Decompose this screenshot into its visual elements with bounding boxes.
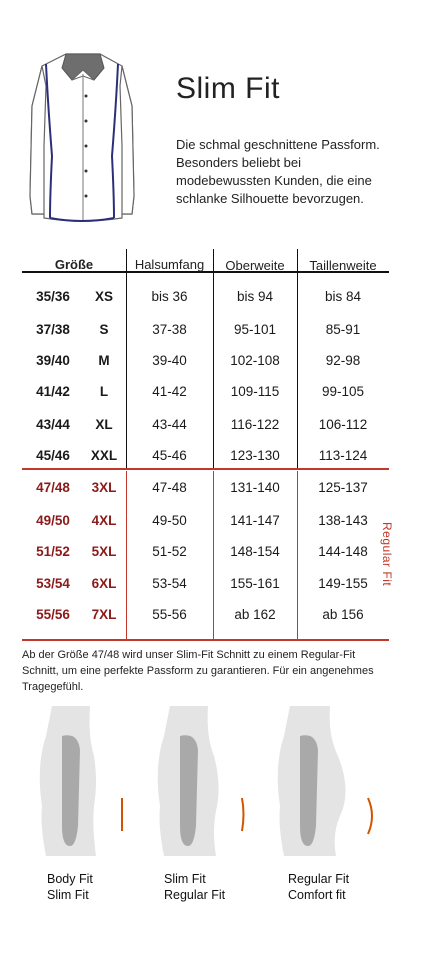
caption-line: Body Fit — [47, 872, 93, 886]
cell-taille: 113-124 — [318, 448, 368, 463]
cell-letter: 7XL — [91, 607, 117, 622]
note — [22, 647, 422, 695]
caption-body-fit — [47, 871, 93, 903]
cell-hals: 37-38 — [152, 322, 187, 337]
description — [176, 136, 416, 208]
cell-ober: 131-140 — [230, 480, 280, 495]
cell-hals: 51-52 — [152, 544, 187, 559]
cell-size: 43/44 — [36, 417, 70, 432]
cell-hals: 49-50 — [152, 513, 187, 528]
regular-fit-label: Regular Fit — [380, 522, 394, 587]
caption-line: Regular Fit — [164, 888, 226, 902]
shirt-illustration — [22, 46, 142, 231]
header-taillenweite: Taillenweite — [309, 258, 377, 273]
caption-line: Slim Fit — [47, 888, 89, 902]
note-line: Tragegefühl. — [22, 681, 84, 693]
cell-ober: 141-147 — [230, 513, 280, 528]
cell-size: 55/56 — [36, 607, 70, 622]
body-fit-figure — [32, 706, 142, 856]
header-groesse: Größe — [54, 257, 94, 272]
caption-line: Slim Fit — [164, 872, 206, 886]
description-line: Die schmal geschnittene Passform. — [176, 137, 380, 152]
cell-hals: 43-44 — [152, 417, 187, 432]
size-table — [22, 249, 389, 643]
cell-taille: 85-91 — [325, 322, 361, 337]
cell-ober: ab 162 — [234, 607, 276, 622]
cell-size: 47/48 — [36, 480, 70, 495]
cell-hals: bis 36 — [151, 289, 188, 304]
note-line: Ab der Größe 47/48 wird unser Slim-Fit Schnitt zu einem Regular-Fit — [22, 649, 356, 661]
cell-letter: M — [98, 353, 110, 368]
page-title: Slim Fit — [176, 72, 280, 105]
cell-taille: 125-137 — [318, 480, 368, 495]
cell-hals: 45-46 — [152, 448, 187, 463]
cell-taille: 138-143 — [318, 513, 368, 528]
cell-letter: S — [99, 322, 109, 337]
cell-letter: L — [99, 384, 109, 399]
cell-ober: bis 94 — [236, 289, 274, 304]
description-line: modebewussten Kunden, die eine — [176, 173, 372, 188]
table-bottom-line — [22, 639, 389, 641]
cell-taille: 92-98 — [325, 353, 361, 368]
caption-line: Comfort fit — [288, 888, 346, 902]
caption-line: Regular Fit — [288, 872, 350, 886]
cell-hals: 47-48 — [152, 480, 187, 495]
cell-size: 53/54 — [36, 576, 70, 591]
header-halsumfang: Halsumfang — [134, 257, 205, 272]
cell-letter: XS — [94, 289, 113, 304]
cell-ober: 95-101 — [233, 322, 277, 337]
cell-letter: XXL — [90, 448, 118, 463]
caption-regular-fit — [288, 871, 349, 903]
cell-size: 35/36 — [36, 289, 70, 304]
cell-hals: 55-56 — [152, 607, 187, 622]
cell-taille: 144-148 — [318, 544, 368, 559]
cell-ober: 109-115 — [230, 384, 280, 399]
cell-size: 49/50 — [36, 513, 70, 528]
cell-ober: 123-130 — [230, 448, 280, 463]
note-line: Schnitt, um eine perfekte Passform zu garantieren. Für ein angenehmes — [22, 665, 374, 677]
regular-fit-figure — [270, 706, 390, 856]
cell-taille: ab 156 — [322, 607, 364, 622]
cell-ober: 148-154 — [230, 544, 280, 559]
cell-taille: 106-112 — [318, 417, 368, 432]
cell-letter: XL — [95, 417, 113, 432]
caption-slim-fit — [164, 871, 225, 903]
cell-size: 45/46 — [36, 448, 70, 463]
cell-letter: 4XL — [91, 513, 117, 528]
cell-letter: 6XL — [91, 576, 117, 591]
cell-taille: bis 84 — [324, 289, 362, 304]
cell-size: 39/40 — [36, 353, 70, 368]
regular-fit-divider — [22, 468, 389, 470]
cell-hals: 53-54 — [152, 576, 187, 591]
cell-size: 51/52 — [36, 544, 70, 559]
cell-ober: 116-122 — [230, 417, 280, 432]
slim-fit-figure — [150, 706, 260, 856]
description-line: schlanke Silhouette bevorzugen. — [176, 191, 364, 206]
cell-size: 41/42 — [36, 384, 70, 399]
cell-letter: 3XL — [91, 480, 117, 495]
cell-size: 37/38 — [36, 322, 70, 337]
cell-hals: 41-42 — [152, 384, 187, 399]
header-oberweite: Oberweite — [225, 258, 285, 273]
cell-ober: 155-161 — [230, 576, 280, 591]
cell-taille: 99-105 — [321, 384, 365, 399]
cell-taille: 149-155 — [318, 576, 368, 591]
cell-letter: 5XL — [91, 544, 117, 559]
description-line: Besonders beliebt bei — [176, 155, 302, 170]
cell-ober: 102-108 — [230, 353, 280, 368]
cell-hals: 39-40 — [152, 353, 187, 368]
